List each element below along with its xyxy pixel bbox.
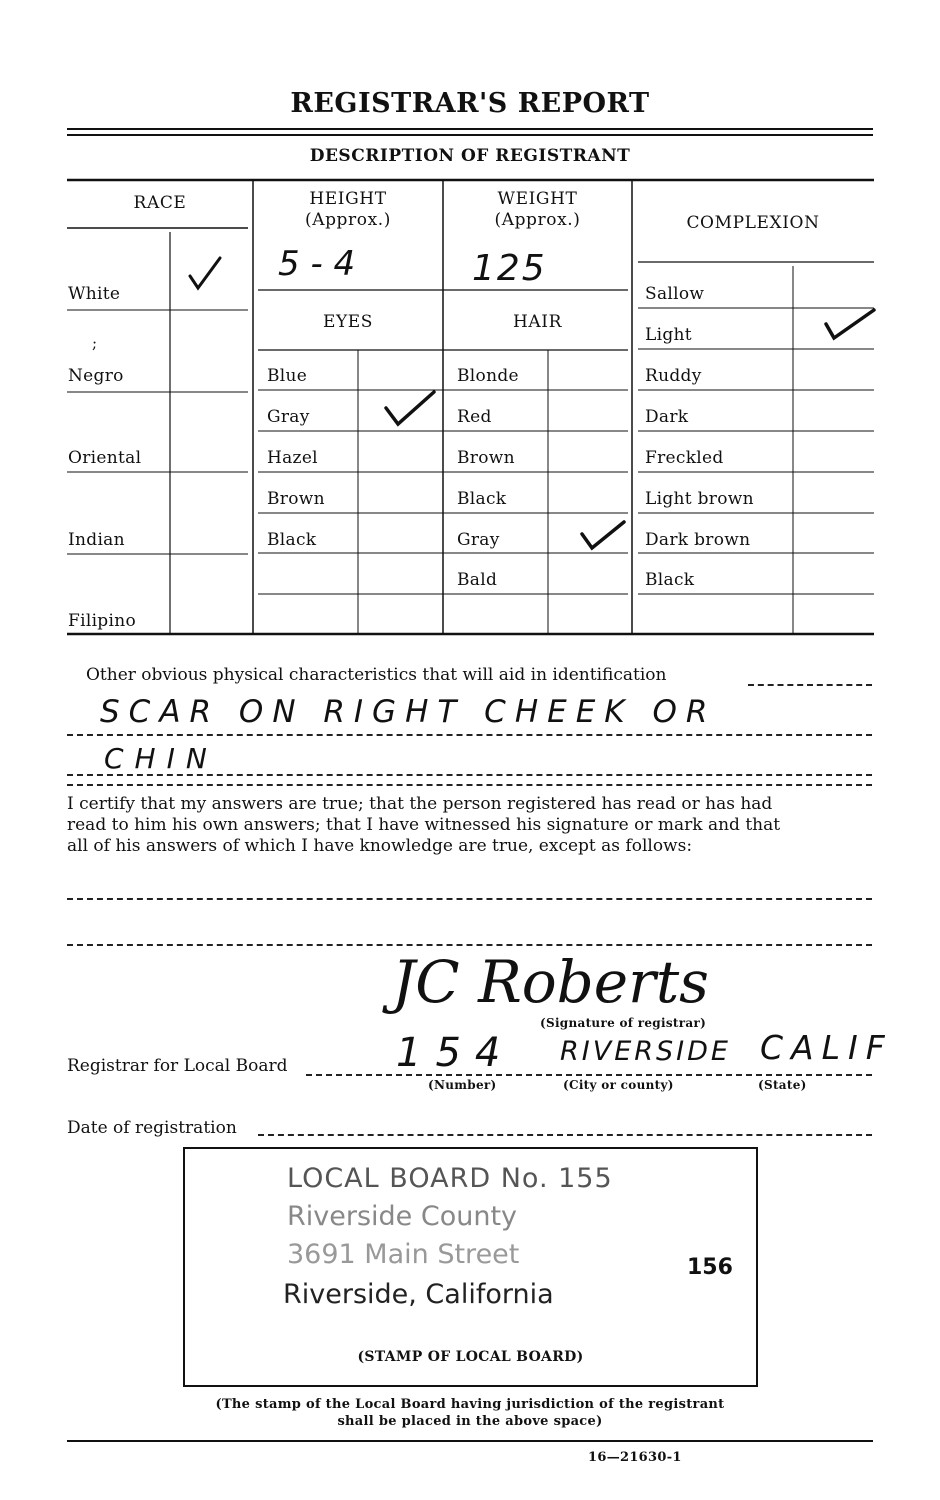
complexion-header: COMPLEXION [686,213,820,233]
height-value: 5 - 4 [278,244,356,284]
other-characteristics-label-leader [748,684,872,686]
section-subtitle: DESCRIPTION OF REGISTRANT [309,146,631,166]
stamp-note [160,1396,780,1430]
state-caption: (State) [758,1078,807,1092]
hair-option-gray: Gray [457,530,500,550]
hair-gray-check-icon [578,518,628,552]
race-option-filipino: Filipino [68,611,137,631]
complexion-option-dark-brown: Dark brown [645,530,751,550]
race-option-negro: Negro [68,366,124,386]
stamp-caption: (STAMP OF LOCAL BOARD) [357,1349,584,1365]
race-divider-mark: ; [92,334,98,352]
certify-line-1: I certify that my answers are true; that the person registered has read or has had [67,794,773,814]
eye-option-blue: Blue [267,366,308,386]
hair-option-blonde: Blonde [457,366,519,386]
eye-option-gray: Gray [267,407,310,427]
registrar-label: Registrar for Local Board [67,1056,288,1076]
board-state: CALIF [760,1028,893,1067]
stamp-line-4: Riverside, California [283,1279,554,1310]
number-caption: (Number) [428,1078,497,1092]
writing-line-3 [67,784,872,786]
height-header-sub: (Approx.) [304,210,392,230]
stamp-note-line-2: shall be placed in the above space) [337,1414,603,1429]
eyes-gray-check-icon [380,390,440,430]
stamp-side-number: 156 [687,1255,733,1280]
weight-header-label: WEIGHT [497,189,578,209]
registrar-line [306,1074,872,1076]
signature-caption: (Signature of registrar) [540,1016,707,1030]
hair-option-red: Red [457,407,492,427]
complexion-option-light: Light [645,325,692,345]
other-characteristics-label: Other obvious physical characteristics that will aid in identification [86,665,667,685]
stamp-line-3: 3691 Main Street [287,1239,520,1270]
complexion-option-freckled: Freckled [645,448,724,468]
hair-header: HAIR [512,312,563,332]
weight-header [443,189,632,231]
certify-line-3: all of his answers of which I have knowledge are true, except as follows: [67,836,693,856]
stamp-note-line-1: (The stamp of the Local Board having jurisdiction of the registrant [215,1397,725,1412]
eye-option-hazel: Hazel [267,448,318,468]
board-number: 154 [396,1030,515,1076]
eye-option-black: Black [267,530,317,550]
stamp-line-1: LOCAL BOARD No. 155 [287,1163,613,1194]
writing-line-2 [67,774,872,776]
complexion-option-ruddy: Ruddy [645,366,702,386]
height-header [253,189,443,231]
certify-statement [67,794,879,857]
page-title: REGISTRAR'S REPORT [290,88,650,119]
eyes-header: EYES [322,312,374,332]
weight-header-sub: (Approx.) [494,210,581,230]
complexion-option-sallow: Sallow [645,284,705,304]
board-city: RIVERSIDE [560,1036,731,1067]
certify-line-2: read to him his own answers; that I have witnessed his signature or mark and that [67,815,781,835]
weight-value: 125 [472,248,547,289]
complexion-option-light-brown: Light brown [645,489,754,509]
date-line [258,1134,872,1136]
complexion-light-check-icon [820,304,880,342]
footer-rule [67,1440,873,1442]
exceptions-line-1 [67,898,872,900]
complexion-option-black: Black [645,570,695,590]
other-characteristics-line2: CHIN [104,742,218,775]
city-caption: (City or county) [563,1078,674,1092]
form-number: 16—21630-1 [588,1450,682,1465]
complexion-option-dark: Dark [645,407,689,427]
race-header: RACE [133,193,187,213]
race-option-white: White [68,284,121,304]
exceptions-line-2 [67,944,872,946]
date-of-registration-label: Date of registration [67,1118,237,1138]
race-option-indian: Indian [68,530,125,550]
race-option-oriental: Oriental [68,448,142,468]
writing-line-1 [67,734,872,736]
eye-option-brown: Brown [267,489,325,509]
hair-option-bald: Bald [457,570,498,590]
hair-option-brown: Brown [457,448,515,468]
registrar-signature: JC Roberts [392,948,709,1016]
race-white-check-icon [186,254,226,294]
height-header-label: HEIGHT [309,189,387,209]
stamp-line-2: Riverside County [287,1201,518,1232]
other-characteristics-line1: SCAR ON RIGHT CHEEK OR [100,694,717,730]
local-board-stamp-box [183,1147,758,1387]
hair-option-black: Black [457,489,507,509]
